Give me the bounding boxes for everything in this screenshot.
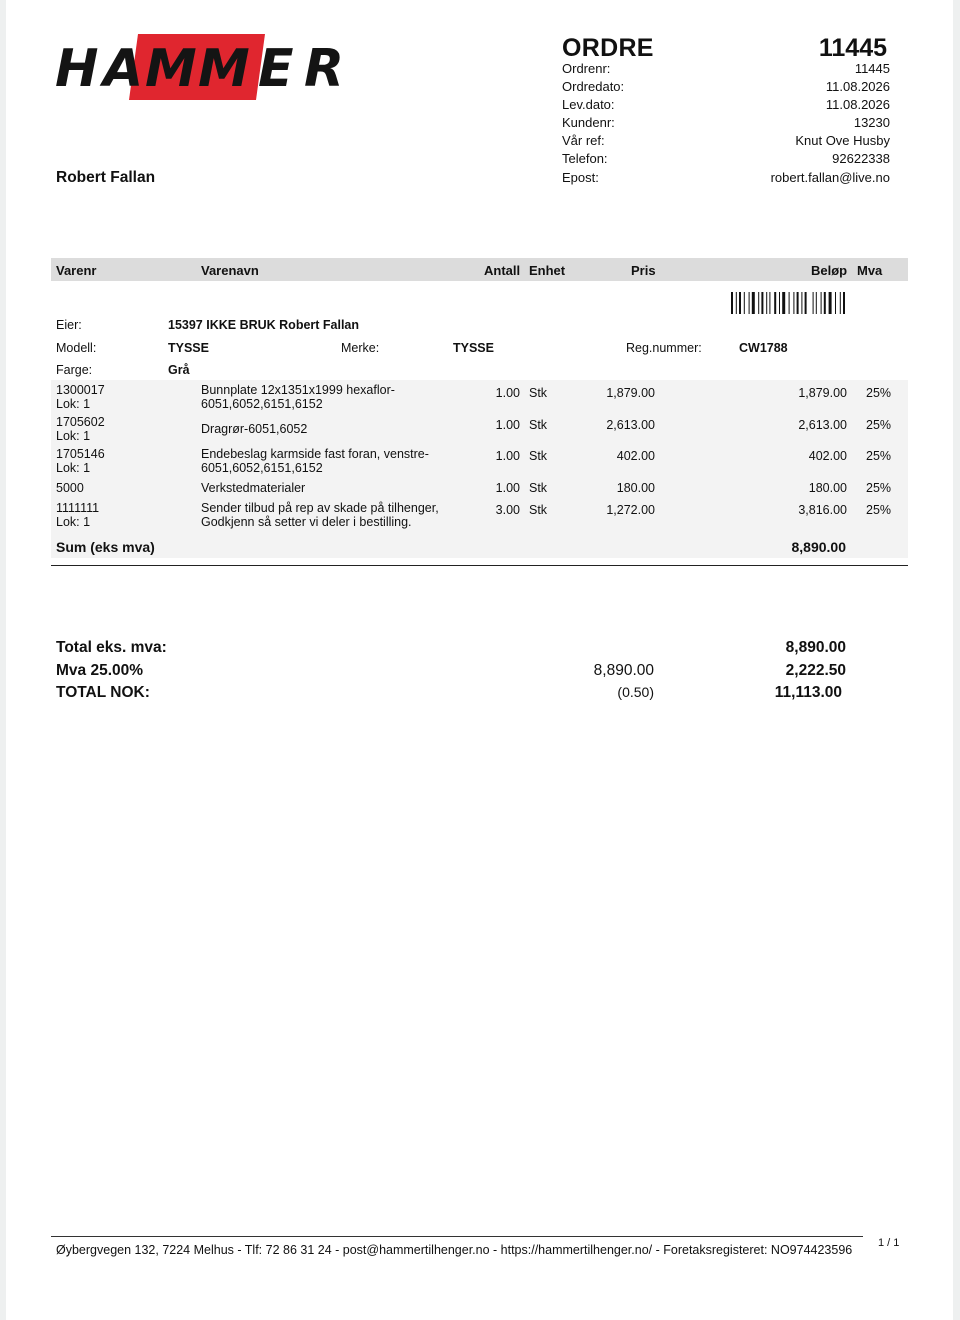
meta-value: 11.08.2026 xyxy=(825,97,890,112)
line-pris: 2,613.00 xyxy=(606,418,655,432)
line-belop: 402.00 xyxy=(808,449,847,463)
line-varenr: 1705602 xyxy=(56,415,105,429)
logo-letters xyxy=(55,39,344,99)
col-header-enhet: Enhet xyxy=(529,263,566,278)
line-mva: 25% xyxy=(866,386,892,400)
line-antall: 1.00 xyxy=(495,386,520,400)
barcode-bar xyxy=(793,292,794,314)
barcode-bar xyxy=(752,292,755,314)
hammer-logo xyxy=(52,32,358,102)
line-lok: Lok: 1 xyxy=(56,515,91,529)
line-pris: 180.00 xyxy=(616,481,655,495)
meta-label: Telefon: xyxy=(562,151,608,166)
barcode-bar xyxy=(829,292,832,314)
customer-name: Robert Fallan xyxy=(56,169,156,186)
reg-value: CW1788 xyxy=(739,341,788,355)
logo-letter-r: R xyxy=(304,39,345,99)
model-label: Modell: xyxy=(56,341,97,355)
line-name-cont: 6051,6052,6151,6152 xyxy=(201,397,323,411)
line-antall: 1.00 xyxy=(495,481,520,495)
line-enhet: Stk xyxy=(529,449,548,463)
col-header-mva: Mva xyxy=(857,263,883,278)
barcode-bar xyxy=(739,292,741,314)
barcode-bar xyxy=(821,292,822,314)
barcode-bar xyxy=(758,292,759,314)
line-belop: 1,879.00 xyxy=(798,386,847,400)
line-varenr: 1300017 xyxy=(56,383,105,397)
brand-value: TYSSE xyxy=(453,341,494,355)
barcode-bar xyxy=(789,292,790,314)
vat-label: Mva 25.00% xyxy=(56,662,144,679)
line-mva: 25% xyxy=(866,418,892,432)
line-pris: 1,272.00 xyxy=(606,503,655,517)
line-name: Verkstedmaterialer xyxy=(201,481,306,495)
color-value: Grå xyxy=(168,363,190,377)
color-label: Farge: xyxy=(56,363,93,377)
barcode-bar xyxy=(840,292,841,314)
barcode-bar xyxy=(731,292,733,314)
meta-value: 11445 xyxy=(854,61,890,76)
barcode-bar xyxy=(813,292,814,314)
col-header-belop: Beløp xyxy=(811,263,848,278)
col-header-pris: Pris xyxy=(631,263,656,278)
model-value: TYSSE xyxy=(168,341,209,355)
barcode-bar xyxy=(736,292,737,314)
meta-label: Kundenr: xyxy=(562,115,615,130)
line-varenr: 1705146 xyxy=(56,447,105,461)
line-name-cont: 6051,6052,6151,6152 xyxy=(201,461,323,475)
logo-letter-a: A xyxy=(103,39,144,99)
total-nok-value: 11,113.00 xyxy=(774,684,842,701)
order-number-large: 11445 xyxy=(818,34,887,62)
barcode-bar xyxy=(782,292,785,314)
page-counter: 1 / 1 xyxy=(878,1237,900,1249)
logo-letter-m1: M xyxy=(145,39,197,99)
line-antall: 1.00 xyxy=(495,449,520,463)
meta-label: Epost: xyxy=(562,170,599,185)
barcode-bar xyxy=(824,292,826,314)
line-varenr: 5000 xyxy=(56,481,84,495)
barcode-bar xyxy=(761,292,763,314)
meta-label: Ordrenr: xyxy=(562,61,611,76)
sum-divider xyxy=(51,565,908,566)
col-header-varenr: Varenr xyxy=(56,263,97,278)
line-lok: Lok: 1 xyxy=(56,397,91,411)
vat-value: 2,222.50 xyxy=(785,662,846,679)
barcode-bar xyxy=(769,292,770,314)
barcode-bar xyxy=(835,292,836,314)
order-lines-background xyxy=(51,380,908,558)
line-name-cont: Dragrør-6051,6052 xyxy=(201,422,308,436)
line-enhet: Stk xyxy=(529,386,548,400)
footer-company-info: Øybergvegen 132, 7224 Melhus - Tlf: 72 86 31 24 - post@hammertilhenger.no - https://hammertilhenger.no/ - Foretaksregisteret: NO974423596 xyxy=(56,1243,853,1257)
line-enhet: Stk xyxy=(529,481,548,495)
footer-divider xyxy=(51,1236,863,1237)
table-header xyxy=(51,258,908,281)
line-mva: 25% xyxy=(866,481,892,495)
line-enhet: Stk xyxy=(529,503,548,517)
barcode-bar xyxy=(801,292,802,314)
total-nok-label: TOTAL NOK: xyxy=(56,684,150,701)
col-header-antall: Antall xyxy=(484,263,521,278)
meta-value: robert.fallan@live.no xyxy=(770,170,890,185)
meta-value: Knut Ove Husby xyxy=(795,133,890,148)
logo-letter-e: E xyxy=(258,39,294,99)
meta-value: 13230 xyxy=(853,115,890,130)
meta-row-levdato xyxy=(562,97,890,115)
reg-label: Reg.nummer: xyxy=(626,341,702,355)
barcode-bar xyxy=(805,292,807,314)
barcode-bar xyxy=(744,292,745,314)
meta-label: Ordredato: xyxy=(562,79,625,94)
line-antall: 3.00 xyxy=(495,503,520,517)
rounding-value: (0.50) xyxy=(617,684,654,700)
logo-letter-m2: M xyxy=(198,39,250,99)
line-name: Bunnplate 12x1351x1999 hexaflor- xyxy=(201,383,395,397)
line-mva: 25% xyxy=(866,449,892,463)
meta-row-ordredato xyxy=(562,79,890,97)
barcode-bar xyxy=(843,292,845,314)
meta-label: Vår ref: xyxy=(562,133,605,148)
line-lok: Lok: 1 xyxy=(56,461,91,475)
line-name-cont: Godkjenn så setter vi deler i bestilling. xyxy=(201,515,412,529)
sum-value: 8,890.00 xyxy=(791,539,846,555)
barcode-bar xyxy=(779,292,780,314)
vat-base: 8,890.00 xyxy=(593,662,654,679)
barcode-bar xyxy=(774,292,776,314)
total-excl-label: Total eks. mva: xyxy=(56,639,167,656)
barcode-bar xyxy=(749,292,750,314)
line-name: Sender tilbud på rep av skade på tilhenger, xyxy=(201,501,439,515)
line-belop: 2,613.00 xyxy=(798,418,847,432)
barcode-bar xyxy=(816,292,817,314)
document-title: ORDRE xyxy=(562,34,654,62)
meta-row-telefon xyxy=(562,151,890,169)
line-pris: 1,879.00 xyxy=(606,386,655,400)
line-name: Endebeslag karmside fast foran, venstre- xyxy=(201,447,429,461)
barcode xyxy=(731,292,894,314)
line-enhet: Stk xyxy=(529,418,548,432)
line-belop: 3,816.00 xyxy=(798,503,847,517)
line-belop: 180.00 xyxy=(808,481,847,495)
total-excl-value: 8,890.00 xyxy=(785,639,846,656)
owner-label: Eier: xyxy=(56,318,82,332)
meta-row-ordrenr xyxy=(562,61,890,79)
line-mva: 25% xyxy=(866,503,892,517)
meta-value: 11.08.2026 xyxy=(825,79,890,94)
meta-row-var-ref xyxy=(562,133,890,151)
line-antall: 1.00 xyxy=(495,418,520,432)
barcode-bar xyxy=(797,292,799,314)
barcode-bar xyxy=(766,292,767,314)
order-document xyxy=(6,0,953,1320)
logo-letter-h: H xyxy=(55,39,99,99)
col-header-varenavn: Varenavn xyxy=(201,263,259,278)
line-varenr: 1111111 xyxy=(56,501,100,515)
meta-value: 92622338 xyxy=(832,151,890,166)
meta-row-kundenr xyxy=(562,115,890,133)
owner-value: 15397 IKKE BRUK Robert Fallan xyxy=(168,318,360,332)
brand-label: Merke: xyxy=(341,341,380,355)
line-lok: Lok: 1 xyxy=(56,429,91,443)
sum-label: Sum (eks mva) xyxy=(56,539,155,555)
line-pris: 402.00 xyxy=(616,449,655,463)
meta-row-epost xyxy=(562,170,890,188)
meta-label: Lev.dato: xyxy=(562,97,615,112)
